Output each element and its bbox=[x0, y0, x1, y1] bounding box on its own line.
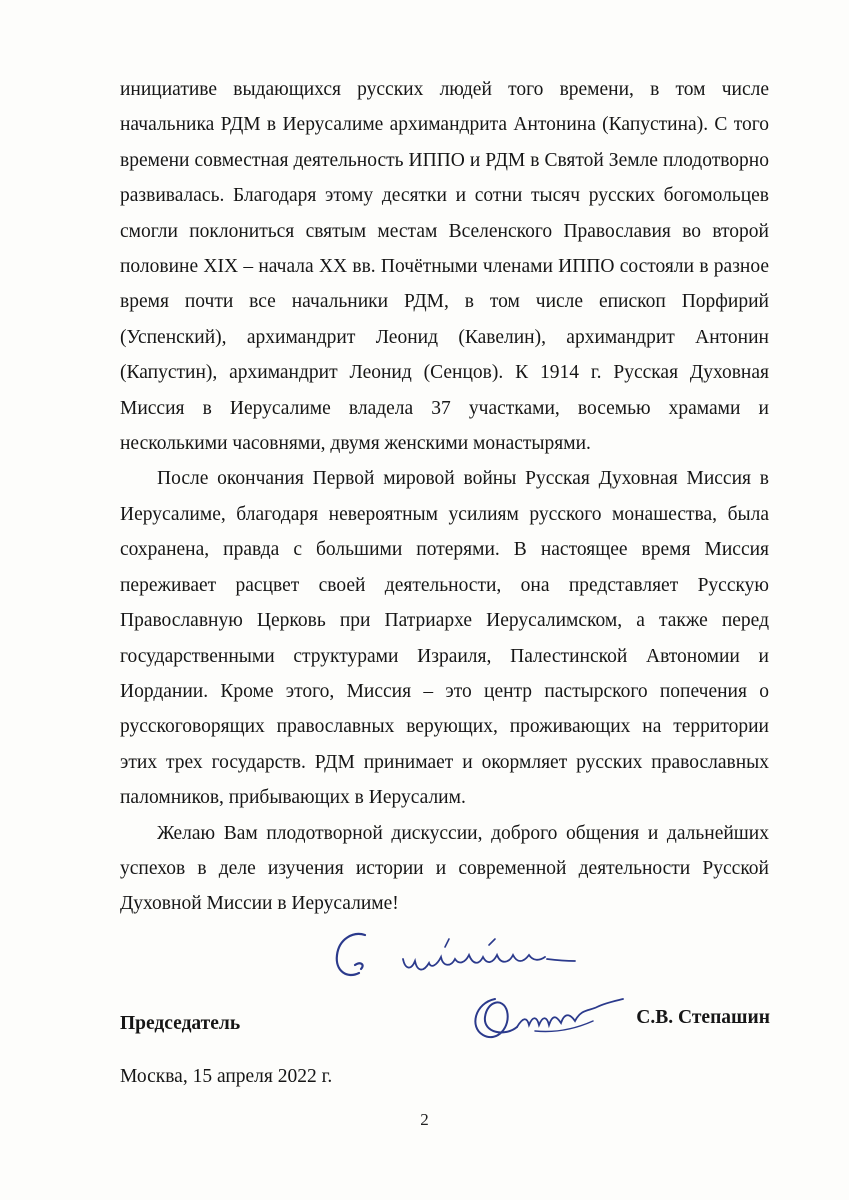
signature-scribble bbox=[465, 987, 625, 1045]
paragraph-1: инициативе выдающихся русских людей того времени, в том числе начальника РДМ в Иерусалиме архимандрита Антонина (Капустина). С того времени совместная деятельность ИППО и РДМ в Святой Земле плодотворно развивалась. Благодаря этому десятки и сотни тысяч русских богомольцев смогли поклониться святым местам Вселенского Православия во второй половине XIX – начала XX вв. Почётными членами ИППО состояли в разное время почти все начальники РДМ, в том числе епископ Порфирий (Успенский), архимандрит Леонид (Кавелин), архимандрит Антонин (Капустин), архимандрит Леонид (Сенцов). К 1914 г. Русская Духовная Миссия в Иерусалиме владела 37 участками, восемью храмами и несколькими часовнями, двумя женскими монастырями. bbox=[120, 79, 769, 455]
signer-name: С.В. Степашин bbox=[636, 1007, 770, 1028]
paragraph-2: После окончания Первой мировой войны Русская Духовная Миссия в Иерусалиме, благодаря невероятным усилиям русского монашества, была сохранена, правда с большими потерями. В настоящее время Миссия переживает расцвет своей деятельности, она представляет Русскую Православную Церковь при Патриархе Иерусалимском, а также перед государственными структурами Израиля, Палестинской Автономии и Иордании. Кроме этого, Миссия – это центр пастырского попечения о русскоговорящих православных верующих, проживающих на территории этих трех государств. РДМ принимает и окормляет русских православных паломников, прибывающих в Иерусалим. bbox=[120, 468, 769, 809]
paragraph-3: Желаю Вам плодотворной дискуссии, доброго общения и дальнейших успехов в деле изучения истории и современной деятельности Русской Духовной Миссии в Иерусалиме! bbox=[120, 822, 769, 915]
handwritten-salutation bbox=[325, 925, 595, 995]
signer-role: Председатель bbox=[120, 1013, 241, 1034]
letter-body bbox=[120, 72, 769, 922]
page-number: 2 bbox=[420, 1110, 429, 1129]
closing-block bbox=[120, 925, 770, 1035]
place-date: Москва, 15 апреля 2022 г. bbox=[120, 1066, 333, 1087]
